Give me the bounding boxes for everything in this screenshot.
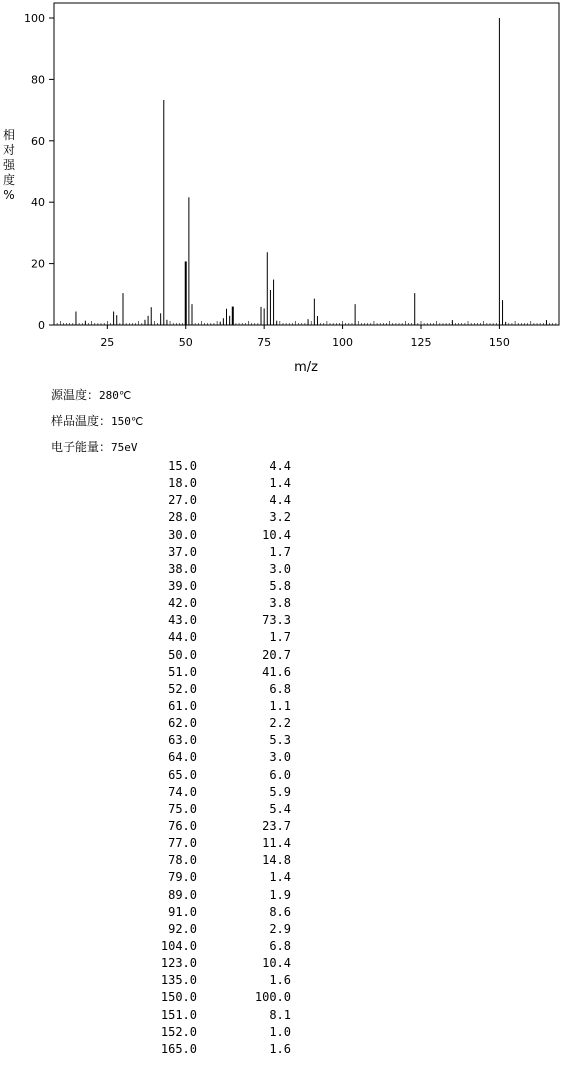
table-row [140,869,300,886]
y-axis-label-char: 强 [2,158,15,172]
table-row [140,527,300,544]
electron-energy [51,438,138,455]
table-row [140,784,300,801]
intensity-cell: 10.4 [262,956,291,971]
mz-cell: 76.0 [168,818,197,833]
intensity-cell: 100.0 [254,990,291,1005]
plot-frame [54,3,559,325]
table-row [140,938,300,955]
mz-cell: 18.0 [168,476,197,491]
y-axis-label-char: 对 [2,143,15,157]
intensity-cell: 41.6 [262,664,291,679]
intensity-cell: 2.2 [269,716,291,731]
intensity-cell: 8.1 [269,1007,291,1022]
mz-cell: 37.0 [168,544,197,559]
mz-cell: 78.0 [168,853,197,868]
table-row [140,578,300,595]
intensity-cell: 1.4 [269,476,291,491]
x-tick-label: 25 [100,336,115,349]
mass-spectrum-chart [0,0,570,380]
intensity-cell: 4.4 [269,459,291,473]
x-tick-label: 125 [410,336,432,349]
intensity-cell: 20.7 [262,647,291,662]
mz-cell: 91.0 [168,904,197,919]
intensity-cell: 1.6 [269,1041,291,1056]
intensity-cell: 14.8 [262,853,291,868]
mz-cell: 27.0 [168,493,197,508]
mz-cell: 63.0 [168,733,197,748]
table-row [140,458,300,475]
mz-cell: 30.0 [168,527,197,542]
mz-cell: 65.0 [168,767,197,782]
intensity-cell: 73.3 [262,613,291,628]
table-row [140,681,300,698]
intensity-cell: 1.9 [269,887,291,902]
table-row [140,647,300,664]
intensity-cell: 1.4 [269,870,291,885]
mz-cell: 44.0 [168,630,197,645]
peak-table [140,458,300,1058]
table-row [140,972,300,989]
table-row [140,629,300,646]
intensity-cell: 2.9 [269,921,291,936]
mz-cell: 152.0 [160,1024,197,1039]
mz-cell: 42.0 [168,596,197,611]
mz-cell: 151.0 [160,1007,197,1022]
intensity-cell: 8.6 [269,904,291,919]
mz-cell: 150.0 [160,990,197,1005]
intensity-cell: 23.7 [262,818,291,833]
sample-temperature-value: 150℃ [111,415,144,428]
mz-cell: 89.0 [168,887,197,902]
y-tick-label: 0 [38,319,45,332]
intensity-cell: 10.4 [262,527,291,542]
x-tick-label: 100 [332,336,354,349]
intensity-cell: 1.7 [269,630,291,645]
sample-temperature-label: 样品温度： [51,414,112,428]
table-row [140,818,300,835]
intensity-cell: 3.0 [269,750,291,765]
mz-cell: 51.0 [168,664,197,679]
table-row [140,732,300,749]
table-row [140,664,300,681]
mz-cell: 28.0 [168,510,197,525]
table-row [140,1007,300,1024]
intensity-cell: 1.7 [269,544,291,559]
mz-cell: 165.0 [160,1041,197,1056]
mz-cell: 62.0 [168,716,197,731]
sample-temperature [51,412,143,429]
source-temperature-label: 源温度： [51,388,100,402]
mz-cell: 77.0 [168,836,197,851]
mz-cell: 52.0 [168,681,197,696]
x-tick-label: 50 [178,336,193,349]
intensity-cell: 3.0 [269,561,291,576]
intensity-cell: 6.8 [269,681,291,696]
table-row [140,1024,300,1041]
source-temperature [51,386,131,403]
table-row [140,509,300,526]
table-row [140,544,300,561]
table-row [140,749,300,766]
x-axis [100,325,510,349]
minor-ticks [54,321,559,325]
source-temperature-value: 280℃ [99,389,132,402]
intensity-cell: 1.6 [269,973,291,988]
intensity-cell: 5.3 [269,733,291,748]
y-axis [24,12,54,332]
y-axis-label-char: 度 [2,173,15,187]
intensity-cell: 5.4 [269,801,291,816]
mz-cell: 74.0 [168,784,197,799]
mz-cell: 92.0 [168,921,197,936]
y-axis-label [1,128,17,203]
intensity-cell: 3.2 [269,510,291,525]
y-axis-label-char: % [3,188,15,202]
intensity-cell: 4.4 [269,493,291,508]
table-row [140,492,300,509]
mz-cell: 61.0 [168,698,197,713]
y-tick-label: 20 [31,257,45,271]
mz-cell: 38.0 [168,561,197,576]
mz-cell: 64.0 [168,750,197,765]
y-tick-label: 100 [24,12,45,25]
table-row [140,904,300,921]
intensity-cell: 6.8 [269,938,291,953]
intensity-cell: 5.8 [269,578,291,593]
mz-cell: 104.0 [160,938,197,953]
table-row [140,475,300,492]
mz-cell: 75.0 [168,801,197,816]
x-tick-label: 75 [257,336,272,349]
table-row [140,921,300,938]
table-row [140,595,300,612]
intensity-cell: 11.4 [262,836,291,851]
table-row [140,852,300,869]
y-tick-label: 80 [31,73,45,87]
x-tick-label: 150 [488,336,510,349]
table-row [140,561,300,578]
intensity-cell: 1.1 [269,698,291,713]
table-row [140,698,300,715]
intensity-cell: 1.0 [269,1024,291,1039]
table-row [140,801,300,818]
mz-cell: 39.0 [168,578,197,593]
intensity-cell: 5.9 [269,784,291,799]
mz-cell: 50.0 [168,647,197,662]
intensity-cell: 3.8 [269,596,291,611]
table-row [140,715,300,732]
table-row [140,835,300,852]
y-axis-label-char: 相 [2,128,15,142]
y-tick-label: 40 [31,196,45,210]
intensity-cell: 6.0 [269,767,291,782]
mz-cell: 123.0 [160,956,197,971]
table-row [140,989,300,1006]
y-tick-label: 60 [31,134,45,148]
x-axis-label: m/z [294,360,318,375]
table-row [140,767,300,784]
electron-energy-value: 75eV [111,441,138,454]
bars [76,18,546,325]
electron-energy-label: 电子能量： [51,440,112,454]
mz-cell: 135.0 [160,973,197,988]
table-row [140,612,300,629]
table-row [140,955,300,972]
mz-cell: 79.0 [168,870,197,885]
table-row [140,1041,300,1058]
mz-cell: 43.0 [168,613,197,628]
mz-cell: 15.0 [168,459,197,473]
table-row [140,887,300,904]
